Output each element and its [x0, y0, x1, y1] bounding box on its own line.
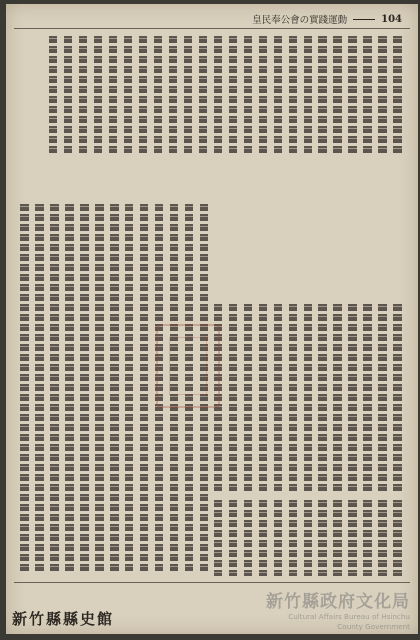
text-column [363, 500, 372, 576]
text-column [20, 204, 29, 574]
text-column [94, 36, 103, 154]
text-column [214, 500, 223, 576]
right-bottom-text-block [214, 500, 402, 576]
text-column [304, 304, 313, 494]
text-column [124, 36, 133, 154]
text-column [140, 204, 149, 574]
text-column [318, 304, 327, 494]
text-column [378, 500, 387, 576]
text-column [35, 204, 44, 574]
text-column [318, 500, 327, 576]
text-column [110, 204, 119, 574]
text-column [348, 304, 357, 494]
running-head-dash [353, 19, 375, 20]
watermark [266, 587, 410, 631]
text-column [304, 36, 313, 154]
text-column [244, 304, 253, 494]
text-column [274, 36, 283, 154]
text-column [95, 204, 104, 574]
text-column [64, 36, 73, 154]
text-column [184, 36, 193, 154]
header-rule [14, 28, 410, 29]
text-column [363, 36, 372, 154]
footer-archive-label: 新竹縣縣史館 [12, 610, 115, 628]
text-column [304, 500, 313, 576]
text-column [50, 204, 59, 574]
text-column [154, 36, 163, 154]
text-column [393, 36, 402, 154]
running-head-title: 皇民奉公會の實踐運動 [252, 15, 348, 26]
upper-right-text-block [49, 36, 402, 154]
text-column [274, 500, 283, 576]
text-column [109, 36, 118, 154]
text-column [244, 36, 253, 154]
text-column [214, 36, 223, 154]
document-page [6, 4, 418, 634]
text-column [125, 204, 134, 574]
text-column [348, 36, 357, 154]
text-column [169, 36, 178, 154]
text-column [79, 36, 88, 154]
text-column [289, 36, 298, 154]
text-column [333, 500, 342, 576]
library-seal-stamp [156, 324, 220, 408]
text-column [274, 304, 283, 494]
text-column [259, 304, 268, 494]
text-column [229, 304, 238, 494]
text-column [333, 304, 342, 494]
text-column [348, 500, 357, 576]
text-column [199, 36, 208, 154]
text-column [289, 304, 298, 494]
text-column [378, 304, 387, 494]
page-number: 104 [381, 13, 402, 25]
text-column [49, 36, 58, 154]
text-column [333, 36, 342, 154]
text-column [65, 204, 74, 574]
running-head [252, 12, 402, 26]
watermark-chinese: 新竹縣政府文化局 [266, 592, 410, 612]
text-column [229, 500, 238, 576]
text-column [393, 304, 402, 494]
watermark-english-line2: County Government [337, 621, 410, 631]
text-column [393, 500, 402, 576]
footer-rule [14, 582, 410, 583]
text-column [378, 36, 387, 154]
text-column [229, 36, 238, 154]
watermark-english-line1: Cultural Affairs Bureau of Hsinchu [288, 612, 410, 621]
text-column [318, 36, 327, 154]
text-column [80, 204, 89, 574]
text-column [259, 36, 268, 154]
text-column [363, 304, 372, 494]
text-column [289, 500, 298, 576]
text-column [244, 500, 253, 576]
text-column [139, 36, 148, 154]
right-text-block [214, 304, 402, 494]
text-column [259, 500, 268, 576]
